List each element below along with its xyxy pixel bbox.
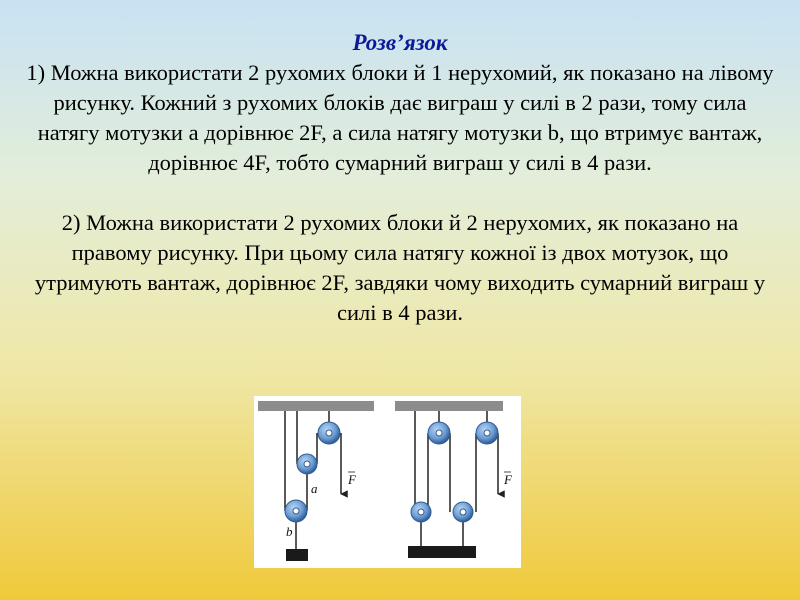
label-a: a (311, 481, 318, 496)
solution-text-block (20, 28, 780, 328)
right-force-label: F (504, 472, 512, 487)
right-moving-pulley-1-axle (418, 509, 424, 515)
right-ceiling-beam (395, 401, 503, 411)
right-moving-pulley-2-axle (460, 509, 466, 515)
label-b: b (286, 524, 293, 539)
left-fixed-pulley-axle (326, 430, 332, 436)
right-load (408, 546, 476, 558)
right-pulley-system (395, 401, 513, 558)
left-force-label: F (348, 472, 356, 487)
left-pulley-system (258, 401, 374, 561)
solution-paragraph-2: 2) Можна використати 2 рухомих блоки й 2 нерухомих, як показано на правому рисунку. При цьому сила натягу кожної із двох мотузок, що утримують вантаж, дорівнює 2F, завдяки чому виходить сумарний виграш у силі в 4 рази. (34, 210, 766, 325)
solution-paragraph-1: 1) Можна використати 2 рухомих блоки й 1 нерухомий, як показано на лівому рисунку. Кожний з рухомих блоків дає виграш у силі в 2 рази, тому сила натягу мотузки a дорівнює 2F, а сила натягу мотузки b, що втримує вантаж, дорівнює 4F, тобто сумарний виграш у силі в 4 рази. (26, 60, 774, 175)
right-fixed-pulley-2-axle (484, 430, 490, 436)
left-load (286, 549, 308, 561)
slide-title: Розв’язок (352, 30, 448, 55)
pulley-systems-figure (254, 396, 521, 568)
paragraph-spacer (20, 178, 780, 208)
pulley-diagram (254, 396, 521, 568)
left-lower-moving-pulley-axle (293, 508, 299, 514)
left-ceiling-beam (258, 401, 374, 411)
left-upper-moving-pulley-axle (304, 461, 310, 467)
right-fixed-pulley-1-axle (436, 430, 442, 436)
